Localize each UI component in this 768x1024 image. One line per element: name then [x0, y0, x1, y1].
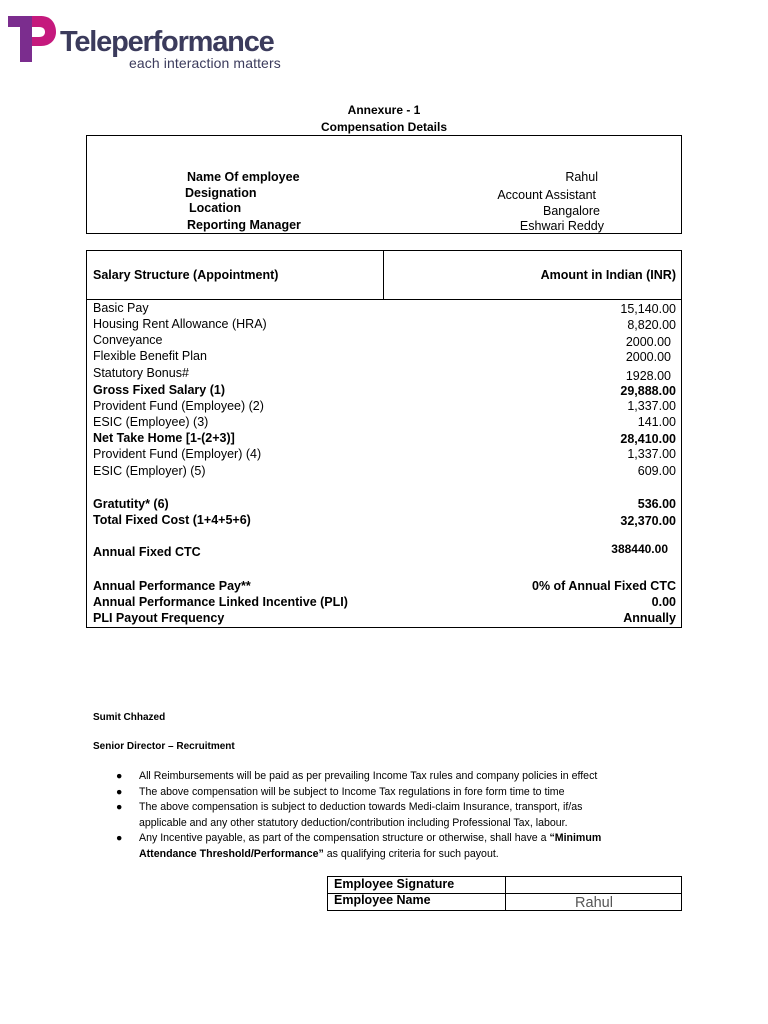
list-item: ● The above compensation will be subject to Income Tax regulations in fore form time to time	[118, 785, 678, 801]
logo-wordmark: Teleperformance	[60, 26, 274, 58]
teleperformance-logo-icon	[8, 14, 56, 64]
name-value: Rahul	[565, 170, 598, 184]
designation-value: Account Assistant	[497, 188, 596, 202]
signatory-name: Sumit Chhazed	[93, 712, 166, 723]
location-value: Bangalore	[543, 204, 600, 218]
employee-signature-label: Employee Signature	[334, 877, 455, 891]
row-pli-frequency-label: PLI Payout Frequency	[93, 611, 225, 625]
row-net-value: 28,410.00	[620, 432, 676, 446]
salary-structure-header: Salary Structure (Appointment)	[93, 268, 279, 282]
annexure-title: Annexure - 1	[347, 103, 421, 117]
row-annual-ctc-value: 388440.00	[611, 542, 668, 556]
bullet-icon: ●	[116, 832, 123, 845]
row-total-fixed-value: 32,370.00	[620, 514, 676, 528]
list-item: ● The above compensation is subject to deduction towards Medi-claim Insurance, transport, if/as applicable and any other statutory deduction/contribution including Professional Tax, labour.	[116, 801, 583, 829]
bullet-icon: ●	[116, 785, 123, 798]
location-label: Location	[189, 201, 242, 215]
bullet-icon: ●	[116, 801, 123, 814]
table-divider	[86, 299, 682, 300]
logo-tagline: each interaction matters	[129, 55, 281, 71]
row-pli-value: 0.00	[651, 595, 676, 609]
row-performance-pay-label: Annual Performance Pay**	[93, 579, 251, 593]
row-gratuity-value: 536.00	[637, 497, 676, 511]
row-bonus-value: 1928.00	[625, 369, 671, 383]
row-esic-employee-value: 141.00	[637, 415, 676, 429]
row-pf-employer-value: 1,337.00	[627, 447, 676, 461]
row-esic-employer-label: ESIC (Employer) (5)	[93, 464, 206, 478]
row-basic-pay-value: 15,140.00	[620, 302, 676, 316]
list-item: ● Any Incentive payable, as part of the compensation structure or otherwise, shall have a “Minimum Attendance Threshold/Performance” as qualifying criteria for such payout.	[116, 832, 602, 860]
signatory-title: Senior Director – Recruitment	[93, 741, 235, 752]
company-logo	[8, 14, 288, 74]
name-label: Name Of employee	[187, 170, 300, 184]
designation-label: Designation	[185, 186, 257, 200]
row-gratuity-label: Gratutity* (6)	[93, 497, 169, 511]
manager-label: Reporting Manager	[187, 218, 301, 232]
employee-name-value: Rahul	[575, 895, 613, 911]
row-total-fixed-label: Total Fixed Cost (1+4+5+6)	[93, 513, 251, 527]
row-fbp-label: Flexible Benefit Plan	[93, 349, 207, 363]
compensation-title: Compensation Details	[320, 120, 448, 134]
row-bonus-label: Statutory Bonus#	[93, 366, 189, 380]
row-pf-employee-label: Provident Fund (Employee) (2)	[93, 399, 264, 413]
row-pf-employee-value: 1,337.00	[627, 399, 676, 413]
column-divider	[383, 250, 384, 300]
row-annual-ctc-label: Annual Fixed CTC	[93, 545, 201, 559]
row-pf-employer-label: Provident Fund (Employer) (4)	[93, 447, 262, 461]
row-hra-value: 8,820.00	[627, 318, 676, 332]
row-esic-employee-label: ESIC (Employee) (3)	[93, 415, 209, 429]
row-fbp-value: 2000.00	[625, 350, 671, 364]
manager-value: Eshwari Reddy	[519, 219, 604, 233]
row-pli-frequency-value: Annually	[623, 611, 676, 625]
list-item: ● All Reimbursements will be paid as per prevailing Income Tax rules and company policies in effect	[118, 769, 678, 785]
row-gross-label: Gross Fixed Salary (1)	[93, 383, 226, 397]
row-pli-label: Annual Performance Linked Incentive (PLI)	[93, 595, 348, 609]
amount-header: Amount in Indian (INR)	[540, 268, 676, 282]
row-net-label: Net Take Home [1-(2+3)]	[93, 431, 235, 445]
row-esic-employer-value: 609.00	[637, 464, 676, 478]
row-hra-label: Housing Rent Allowance (HRA)	[93, 317, 267, 331]
row-gross-value: 29,888.00	[620, 384, 676, 398]
row-basic-pay-label: Basic Pay	[93, 301, 149, 315]
row-conveyance-label: Conveyance	[93, 333, 163, 347]
row-performance-pay-value: 0% of Annual Fixed CTC	[532, 579, 676, 593]
employee-name-label: Employee Name	[334, 893, 431, 907]
bullet-icon: ●	[116, 770, 123, 782]
terms-list	[118, 769, 678, 863]
row-conveyance-value: 2000.00	[625, 335, 671, 349]
